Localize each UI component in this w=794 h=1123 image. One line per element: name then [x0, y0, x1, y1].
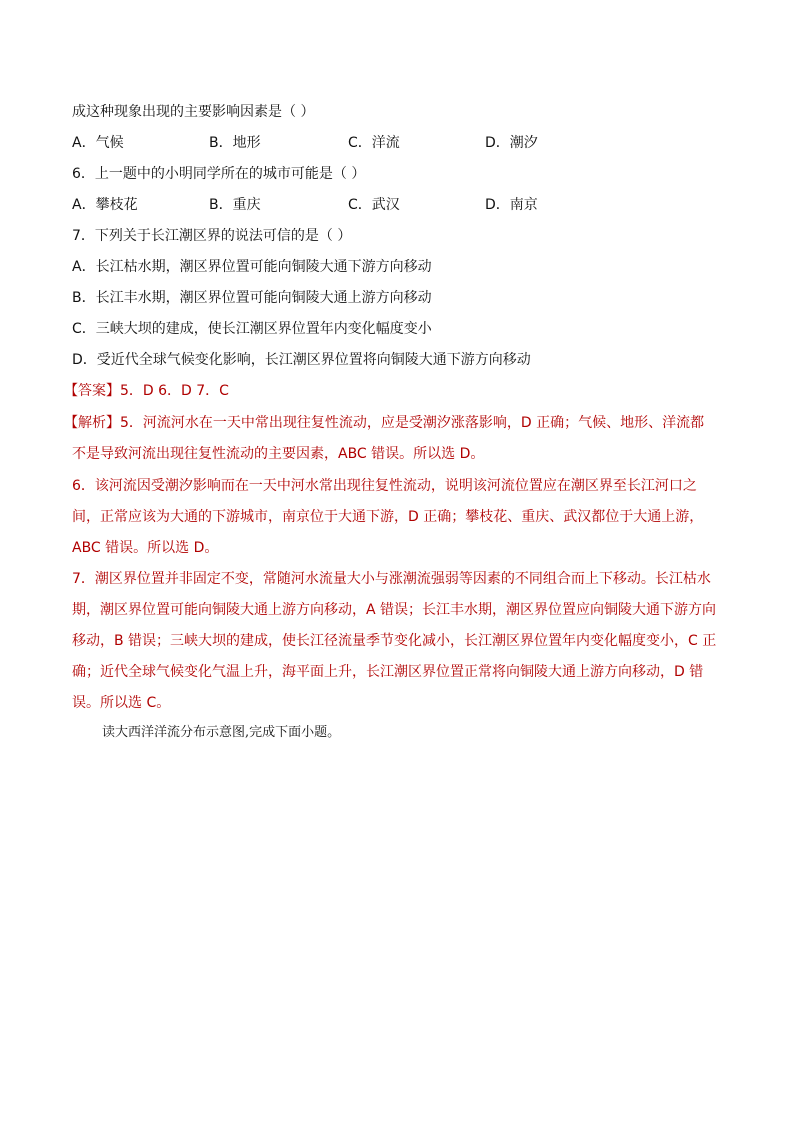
q6-options: [72, 195, 538, 215]
analysis-line-7: 期，潮区界位置可能向铜陵大通上游方向移动，A 错误；长江丰水期，潮区界位置应向铜陵大通下游方向: [72, 602, 717, 618]
q6-stem: 6．上一题中的小明同学所在的城市可能是（ ）: [72, 166, 366, 182]
q6-option-a: A．攀枝花: [72, 197, 138, 213]
analysis-line-3: 6．该河流因受潮汐影响而在一天中河水常出现往复性流动，说明该河流位置应在潮区界至长江河口之: [72, 478, 697, 494]
q5-stem: 成这种现象出现的主要影响因素是（ ）: [72, 104, 315, 120]
answer-tag: 【答案】: [64, 383, 120, 399]
analysis-line-9: 确；近代全球气候变化气温上升，海平面上升，长江潮区界位置正常将向铜陵大通上游方向移动，D 错: [72, 664, 704, 680]
q7-option-d: D．受近代全球气候变化影响，长江潮区界位置将向铜陵大通下游方向移动: [72, 352, 531, 368]
analysis-line-8: 移动，B 错误；三峡大坝的建成，使长江径流量季节变化减小，长江潮区界位置年内变化幅度变小，C 正: [72, 633, 717, 649]
analysis-line-4: 间，正常应该为大通的下游城市，南京位于大通下游，D 正确；攀枝花、重庆、武汉都位于大通上游，: [72, 509, 704, 525]
q7-stem: 7．下列关于长江潮区界的说法可信的是（ ）: [72, 228, 352, 244]
analysis-line-6: 7．潮区界位置并非固定不变，常随河水流量大小与涨潮流强弱等因素的不同组合而上下移动。长江枯水: [72, 571, 711, 587]
analysis-line-10: 误。所以选 C。: [72, 695, 171, 711]
q5-option-d: D．潮汐: [485, 135, 538, 151]
q7-option-b: B．长江丰水期，潮区界位置可能向铜陵大通上游方向移动: [72, 290, 432, 306]
answer-line: [64, 381, 229, 401]
answer-text: 5．D 6．D 7．C: [120, 383, 229, 399]
analysis-text-1: 5．河流河水在一天中常出现往复性流动，应是受潮汐涨落影响，D 正确；气候、地形、洋流都: [120, 415, 705, 431]
q6-option-b: B．重庆: [209, 197, 261, 213]
analysis-line-2: 不是导致河流出现往复性流动的主要因素，ABC 错误。所以选 D。: [72, 446, 485, 462]
q6-option-d: D．南京: [485, 197, 538, 213]
q5-option-c: C．洋流: [348, 135, 400, 151]
q7-option-c: C．三峡大坝的建成，使长江潮区界位置年内变化幅度变小: [72, 321, 432, 337]
analysis-tag: 【解析】: [64, 415, 120, 431]
q5-option-a: A．气候: [72, 135, 124, 151]
analysis-line-5: ABC 错误。所以选 D。: [72, 540, 219, 556]
q5-option-b: B．地形: [209, 135, 261, 151]
analysis-line-1: [64, 413, 704, 433]
q6-option-c: C．武汉: [348, 197, 400, 213]
q7-option-a: A．长江枯水期，潮区界位置可能向铜陵大通下游方向移动: [72, 259, 432, 275]
q5-options: [72, 133, 538, 153]
next-question-instruction: 读大西洋洋流分布示意图,完成下面小题。: [102, 725, 341, 740]
